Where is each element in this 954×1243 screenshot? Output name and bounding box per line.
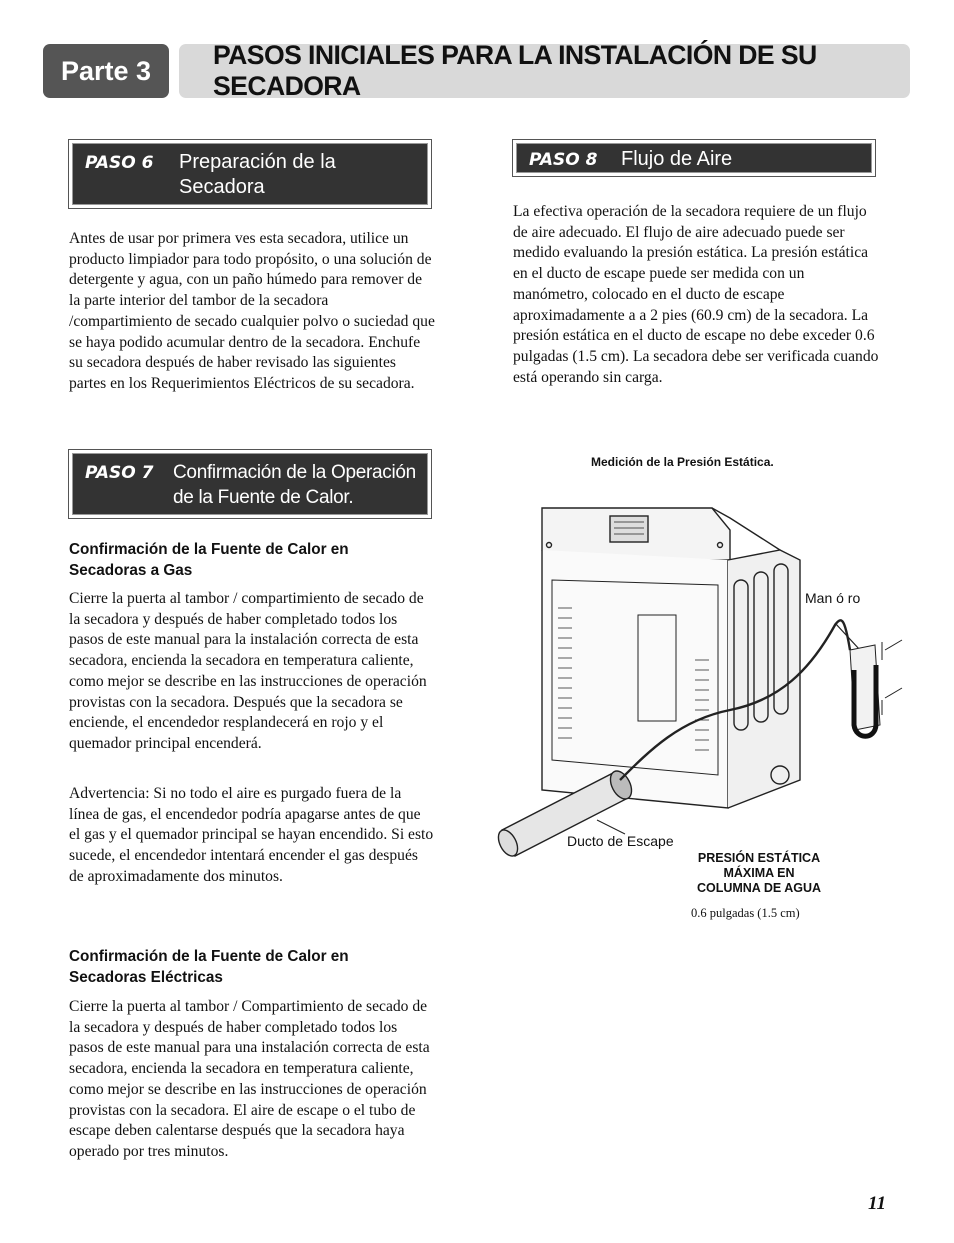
- step8-header: [512, 139, 876, 177]
- gas-heading-line2: Secadoras a Gas: [69, 561, 193, 579]
- gas-heading-line1: Confirmación de la Fuente de Calor en: [69, 541, 349, 558]
- step7-title-line2: de la Fuente de Calor.: [173, 487, 354, 508]
- manometer-label: Man ó ro: [805, 590, 861, 606]
- electric-heading-line1: Confirmación de la Fuente de Calor en: [69, 948, 349, 965]
- electric-heading-line2: Secadoras Eléctricas: [69, 968, 223, 986]
- step7-title: [173, 460, 416, 510]
- step8-header-inner: [516, 143, 872, 173]
- dryer-side-panel: [728, 550, 800, 808]
- electric-body: Cierre la puerta al tambor / Compartimiento de secado de la secadora y después de haber completado todos los pasos de este manual para una instalación correcta de esta secadora, encienda la secadora en temperatura caliente, como mejor se describe en las instrucciones de operación provistas con la secadora. El aire de escape o el tubo de escape deben calentarse después que la secadora haya operado por tres minutos.: [69, 998, 430, 1160]
- step6-title-line2: Secadora: [179, 176, 265, 198]
- step6-label: PASO 6: [85, 153, 154, 173]
- step6-body: Antes de usar por primera ves esta secadora, utilice un producto limpiador para todo propósito, o una solución de detergente y agua, con un paño húmedo para remover de la parte interior del tambor de la secadora /compartimiento de secado cualquier polvo o suciedad que se haya podido acumular dentro de la secadora. Enchufe su secadora después de haber revisado las siguientes partes en los Requerimientos Eléctricos de su secadora.: [69, 230, 435, 392]
- gas-body: Cierre la puerta al tambor / compartimiento de secado de la secadora y después de haber completado todos los pasos de este manual para la instalación correcta de esta secadora, encienda la secadora en temperatura caliente, como mejor se describe en las instrucciones de operación provistas con la secadora. Después que la secadora se enciende, el encendedor resplandecerá en rojo y el quemador principal encenderá.: [69, 590, 427, 752]
- duct-leader-line: [595, 818, 635, 838]
- dryer-back-panel: [542, 550, 728, 808]
- pressure-title: [678, 851, 840, 896]
- step6-title-line1: Preparación de la: [179, 151, 336, 173]
- pressure-value: 0.6 pulgadas (1.5 cm): [691, 906, 800, 920]
- electric-heading: [69, 947, 435, 988]
- pressure-title-line3: COLUMNA DE AGUA: [696, 881, 822, 895]
- step7-header-inner: [72, 453, 428, 515]
- page-title-text: PASOS INICIALES PARA LA INSTALACIÓN DE SU SECADORA: [213, 40, 817, 101]
- pressure-title-line2: MÁXIMA EN: [723, 866, 795, 880]
- step7-title-line1: Confirmación de la Operación: [173, 462, 416, 483]
- step8-body: La efectiva operación de la secadora requiere de un flujo de aire adecuado. El flujo de aire adecuado puede ser medido evaluando la presión estática. La presión estática en el ducto de escape puede ser medida con un manómetro, colocado en el ducto de escape aproximadamente a a 2 pies (60.9 cm) de la secadora. La presión estática en el ducto de escape no debe exceder 0.6 pulgadas (1.5 cm). La secadora debe ser verificada cuando está operando sin carga.: [513, 203, 879, 386]
- gas-heading: [69, 540, 435, 581]
- manometer-gauge: [850, 640, 902, 736]
- step6-title: [179, 150, 336, 200]
- step7-label: PASO 7: [85, 463, 154, 483]
- pressure-title-line1: PRESIÓN ESTÁTICA: [697, 851, 821, 865]
- step7-header: [68, 449, 432, 519]
- step6-header: [68, 139, 432, 209]
- step8-label: PASO 8: [529, 150, 598, 170]
- step6-header-inner: [72, 143, 428, 205]
- gas-warning: Advertencia: Si no todo el aire es purgado fuera de la línea de gas, el encendedor podría apagarse antes de que el gas y el quemador principal se hayan encendido. Si esto sucede, el encendedor intentará encender el gas después de aproximadamente dos minutos.: [69, 785, 434, 885]
- duct-label: Ducto de Escape: [567, 833, 674, 849]
- page-number: 11: [868, 1193, 886, 1214]
- figure-caption: Medición de la Presión Estática.: [591, 455, 774, 469]
- step8-title: Flujo de Aire: [621, 148, 733, 170]
- page-title: [179, 40, 910, 101]
- static-pressure-diagram: [490, 490, 920, 860]
- dryer-terminal-block: [610, 516, 648, 542]
- part-tab: Parte 3: [43, 44, 169, 98]
